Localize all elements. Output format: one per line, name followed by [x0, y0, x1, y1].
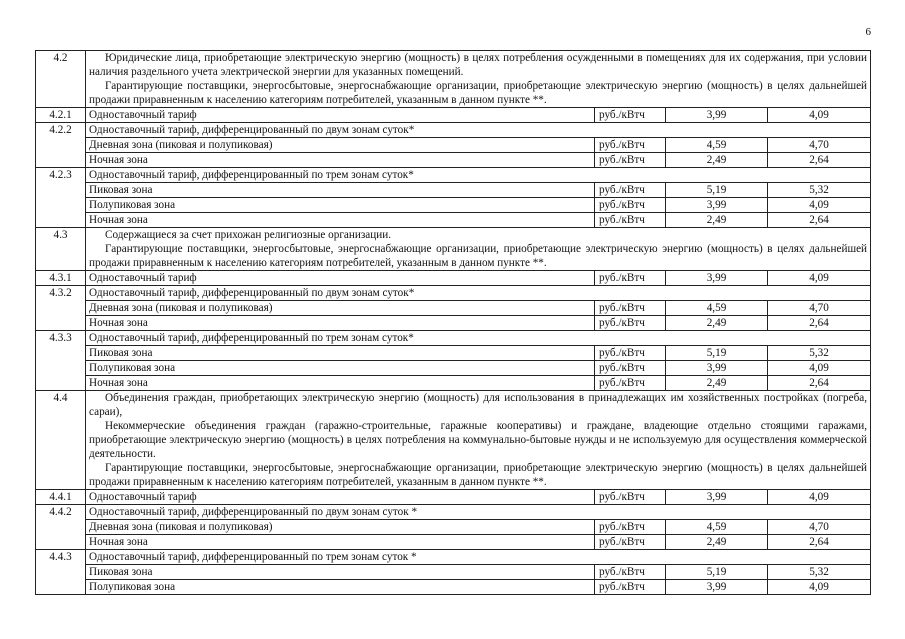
section-header-row: [36, 228, 871, 271]
section-paragraph: Некоммерческие объединения граждан (гаражно-строительные, гаражные кооперативы) и граждане, владеющие отдельно стоящими гаражами, приобретающие электрическую энергию (мощность) в целях потребления на коммунально-бытовые нужды и не используемую для осуществления коммерческой деятельности.: [89, 420, 868, 460]
unit-cell: руб./кВтч: [595, 346, 666, 361]
subsection-title: Одноставочный тариф, дифференцированный по трем зонам суток*: [86, 331, 871, 346]
value-cell: 4,59: [666, 138, 768, 153]
row-number: 4.3.1: [36, 271, 86, 286]
row-label: Одноставочный тариф: [86, 108, 595, 123]
section-paragraph: Гарантирующие поставщики, энергосбытовые, энергоснабжающие организации, приобретающие электрическую энергию (мощность) в целях дальнейшей продажи приравненным к населению категориям потребителей, указанным в данном пункте **.: [89, 80, 868, 106]
table-row: [36, 565, 871, 580]
table-row: [36, 346, 871, 361]
row-number: 4.2.1: [36, 108, 86, 123]
value-cell: 4,09: [768, 490, 871, 505]
value-cell: 4,70: [768, 301, 871, 316]
section-description: [86, 228, 871, 271]
unit-cell: руб./кВтч: [595, 580, 666, 595]
value-cell: 3,99: [666, 271, 768, 286]
section-header-row: [36, 51, 871, 108]
unit-cell: руб./кВтч: [595, 198, 666, 213]
subsection-title: Одноставочный тариф, дифференцированный по трем зонам суток*: [86, 168, 871, 183]
unit-cell: руб./кВтч: [595, 213, 666, 228]
section-description: [86, 51, 871, 108]
row-label: Полупиковая зона: [86, 580, 595, 595]
value-cell: 4,09: [768, 361, 871, 376]
subsection-number: 4.2.2: [36, 123, 86, 168]
section-description: [86, 391, 871, 490]
value-cell: 5,32: [768, 183, 871, 198]
row-label: Пиковая зона: [86, 565, 595, 580]
tariff-table: [35, 50, 871, 595]
value-cell: 4,09: [768, 108, 871, 123]
value-cell: 3,99: [666, 580, 768, 595]
value-cell: 4,59: [666, 520, 768, 535]
subsection-title-row: [36, 123, 871, 138]
row-label: Дневная зона (пиковая и полупиковая): [86, 520, 595, 535]
row-label: Ночная зона: [86, 535, 595, 550]
table-row: [36, 183, 871, 198]
unit-cell: руб./кВтч: [595, 138, 666, 153]
subsection-title-row: [36, 286, 871, 301]
table-row: [36, 213, 871, 228]
value-cell: 4,09: [768, 271, 871, 286]
section-paragraph: Юридические лица, приобретающие электрическую энергию (мощность) в целях потребления осужденными в помещениях для их содержания, при условии наличия раздельного учета электрической энергии для указанных помещений.: [89, 52, 868, 78]
value-cell: 3,99: [666, 108, 768, 123]
value-cell: 2,49: [666, 316, 768, 331]
unit-cell: руб./кВтч: [595, 376, 666, 391]
value-cell: 2,49: [666, 535, 768, 550]
row-label: Дневная зона (пиковая и полупиковая): [86, 301, 595, 316]
subsection-title-row: [36, 505, 871, 520]
value-cell: 5,19: [666, 183, 768, 198]
table-row: [36, 520, 871, 535]
unit-cell: руб./кВтч: [595, 271, 666, 286]
row-label: Ночная зона: [86, 213, 595, 228]
unit-cell: руб./кВтч: [595, 316, 666, 331]
row-number: 4.4.1: [36, 490, 86, 505]
subsection-title: Одноставочный тариф, дифференцированный по трем зонам суток *: [86, 550, 871, 565]
section-number: 4.3: [36, 228, 86, 271]
unit-cell: руб./кВтч: [595, 361, 666, 376]
row-label: Одноставочный тариф: [86, 490, 595, 505]
unit-cell: руб./кВтч: [595, 535, 666, 550]
table-row: [36, 535, 871, 550]
section-number: 4.4: [36, 391, 86, 490]
value-cell: 2,49: [666, 213, 768, 228]
value-cell: 2,49: [666, 376, 768, 391]
table-row: [36, 301, 871, 316]
row-label: Пиковая зона: [86, 346, 595, 361]
section-paragraph: Гарантирующие поставщики, энергосбытовые, энергоснабжающие организации, приобретающие электрическую энергию (мощность) в целях дальнейшей продажи приравненным к населению категориям потребителей, указанным в данном пункте **.: [89, 462, 868, 488]
value-cell: 2,64: [768, 535, 871, 550]
value-cell: 4,70: [768, 138, 871, 153]
table-row: [36, 153, 871, 168]
table-row: [36, 138, 871, 153]
row-label: Ночная зона: [86, 376, 595, 391]
subsection-number: 4.3.2: [36, 286, 86, 331]
table-row: [36, 108, 871, 123]
value-cell: 2,49: [666, 153, 768, 168]
value-cell: 3,99: [666, 361, 768, 376]
row-label: Дневная зона (пиковая и полупиковая): [86, 138, 595, 153]
table-row: [36, 316, 871, 331]
row-label: Пиковая зона: [86, 183, 595, 198]
row-label: Ночная зона: [86, 316, 595, 331]
row-label: Полупиковая зона: [86, 361, 595, 376]
subsection-title: Одноставочный тариф, дифференцированный по двум зонам суток*: [86, 123, 871, 138]
subsection-title-row: [36, 168, 871, 183]
value-cell: 4,59: [666, 301, 768, 316]
value-cell: 3,99: [666, 198, 768, 213]
table-row: [36, 376, 871, 391]
value-cell: 5,19: [666, 565, 768, 580]
row-label: Одноставочный тариф: [86, 271, 595, 286]
subsection-title-row: [36, 331, 871, 346]
table-row: [36, 198, 871, 213]
value-cell: 5,32: [768, 346, 871, 361]
tariff-table-body: [36, 51, 871, 595]
subsection-number: 4.4.2: [36, 505, 86, 550]
table-row: [36, 490, 871, 505]
value-cell: 3,99: [666, 490, 768, 505]
subsection-title: Одноставочный тариф, дифференцированный по двум зонам суток*: [86, 286, 871, 301]
value-cell: 2,64: [768, 213, 871, 228]
subsection-title: Одноставочный тариф, дифференцированный по двум зонам суток *: [86, 505, 871, 520]
section-header-row: [36, 391, 871, 490]
section-paragraph: Объединения граждан, приобретающих электрическую энергию (мощность) для использования в принадлежащих им хозяйственных постройках (погреба, сараи),: [89, 392, 868, 418]
subsection-number: 4.3.3: [36, 331, 86, 391]
section-number: 4.2: [36, 51, 86, 108]
row-label: Полупиковая зона: [86, 198, 595, 213]
unit-cell: руб./кВтч: [595, 490, 666, 505]
unit-cell: руб./кВтч: [595, 183, 666, 198]
row-label: Ночная зона: [86, 153, 595, 168]
table-row: [36, 580, 871, 595]
unit-cell: руб./кВтч: [595, 520, 666, 535]
value-cell: 2,64: [768, 316, 871, 331]
section-paragraph: Содержащиеся за счет прихожан религиозные организации.: [105, 229, 392, 241]
value-cell: 4,09: [768, 580, 871, 595]
value-cell: 2,64: [768, 376, 871, 391]
table-row: [36, 271, 871, 286]
table-row: [36, 361, 871, 376]
unit-cell: руб./кВтч: [595, 301, 666, 316]
value-cell: 5,32: [768, 565, 871, 580]
unit-cell: руб./кВтч: [595, 108, 666, 123]
subsection-number: 4.2.3: [36, 168, 86, 228]
value-cell: 5,19: [666, 346, 768, 361]
section-paragraph: Гарантирующие поставщики, энергосбытовые, энергоснабжающие организации, приобретающие электрическую энергию (мощность) в целях дальнейшей продажи приравненным к населению категориям потребителей, указанным в данном пункте **.: [89, 243, 868, 269]
unit-cell: руб./кВтч: [595, 153, 666, 168]
subsection-number: 4.4.3: [36, 550, 86, 595]
unit-cell: руб./кВтч: [595, 565, 666, 580]
value-cell: 4,09: [768, 198, 871, 213]
page-number: 6: [865, 26, 871, 38]
value-cell: 2,64: [768, 153, 871, 168]
subsection-title-row: [36, 550, 871, 565]
value-cell: 4,70: [768, 520, 871, 535]
